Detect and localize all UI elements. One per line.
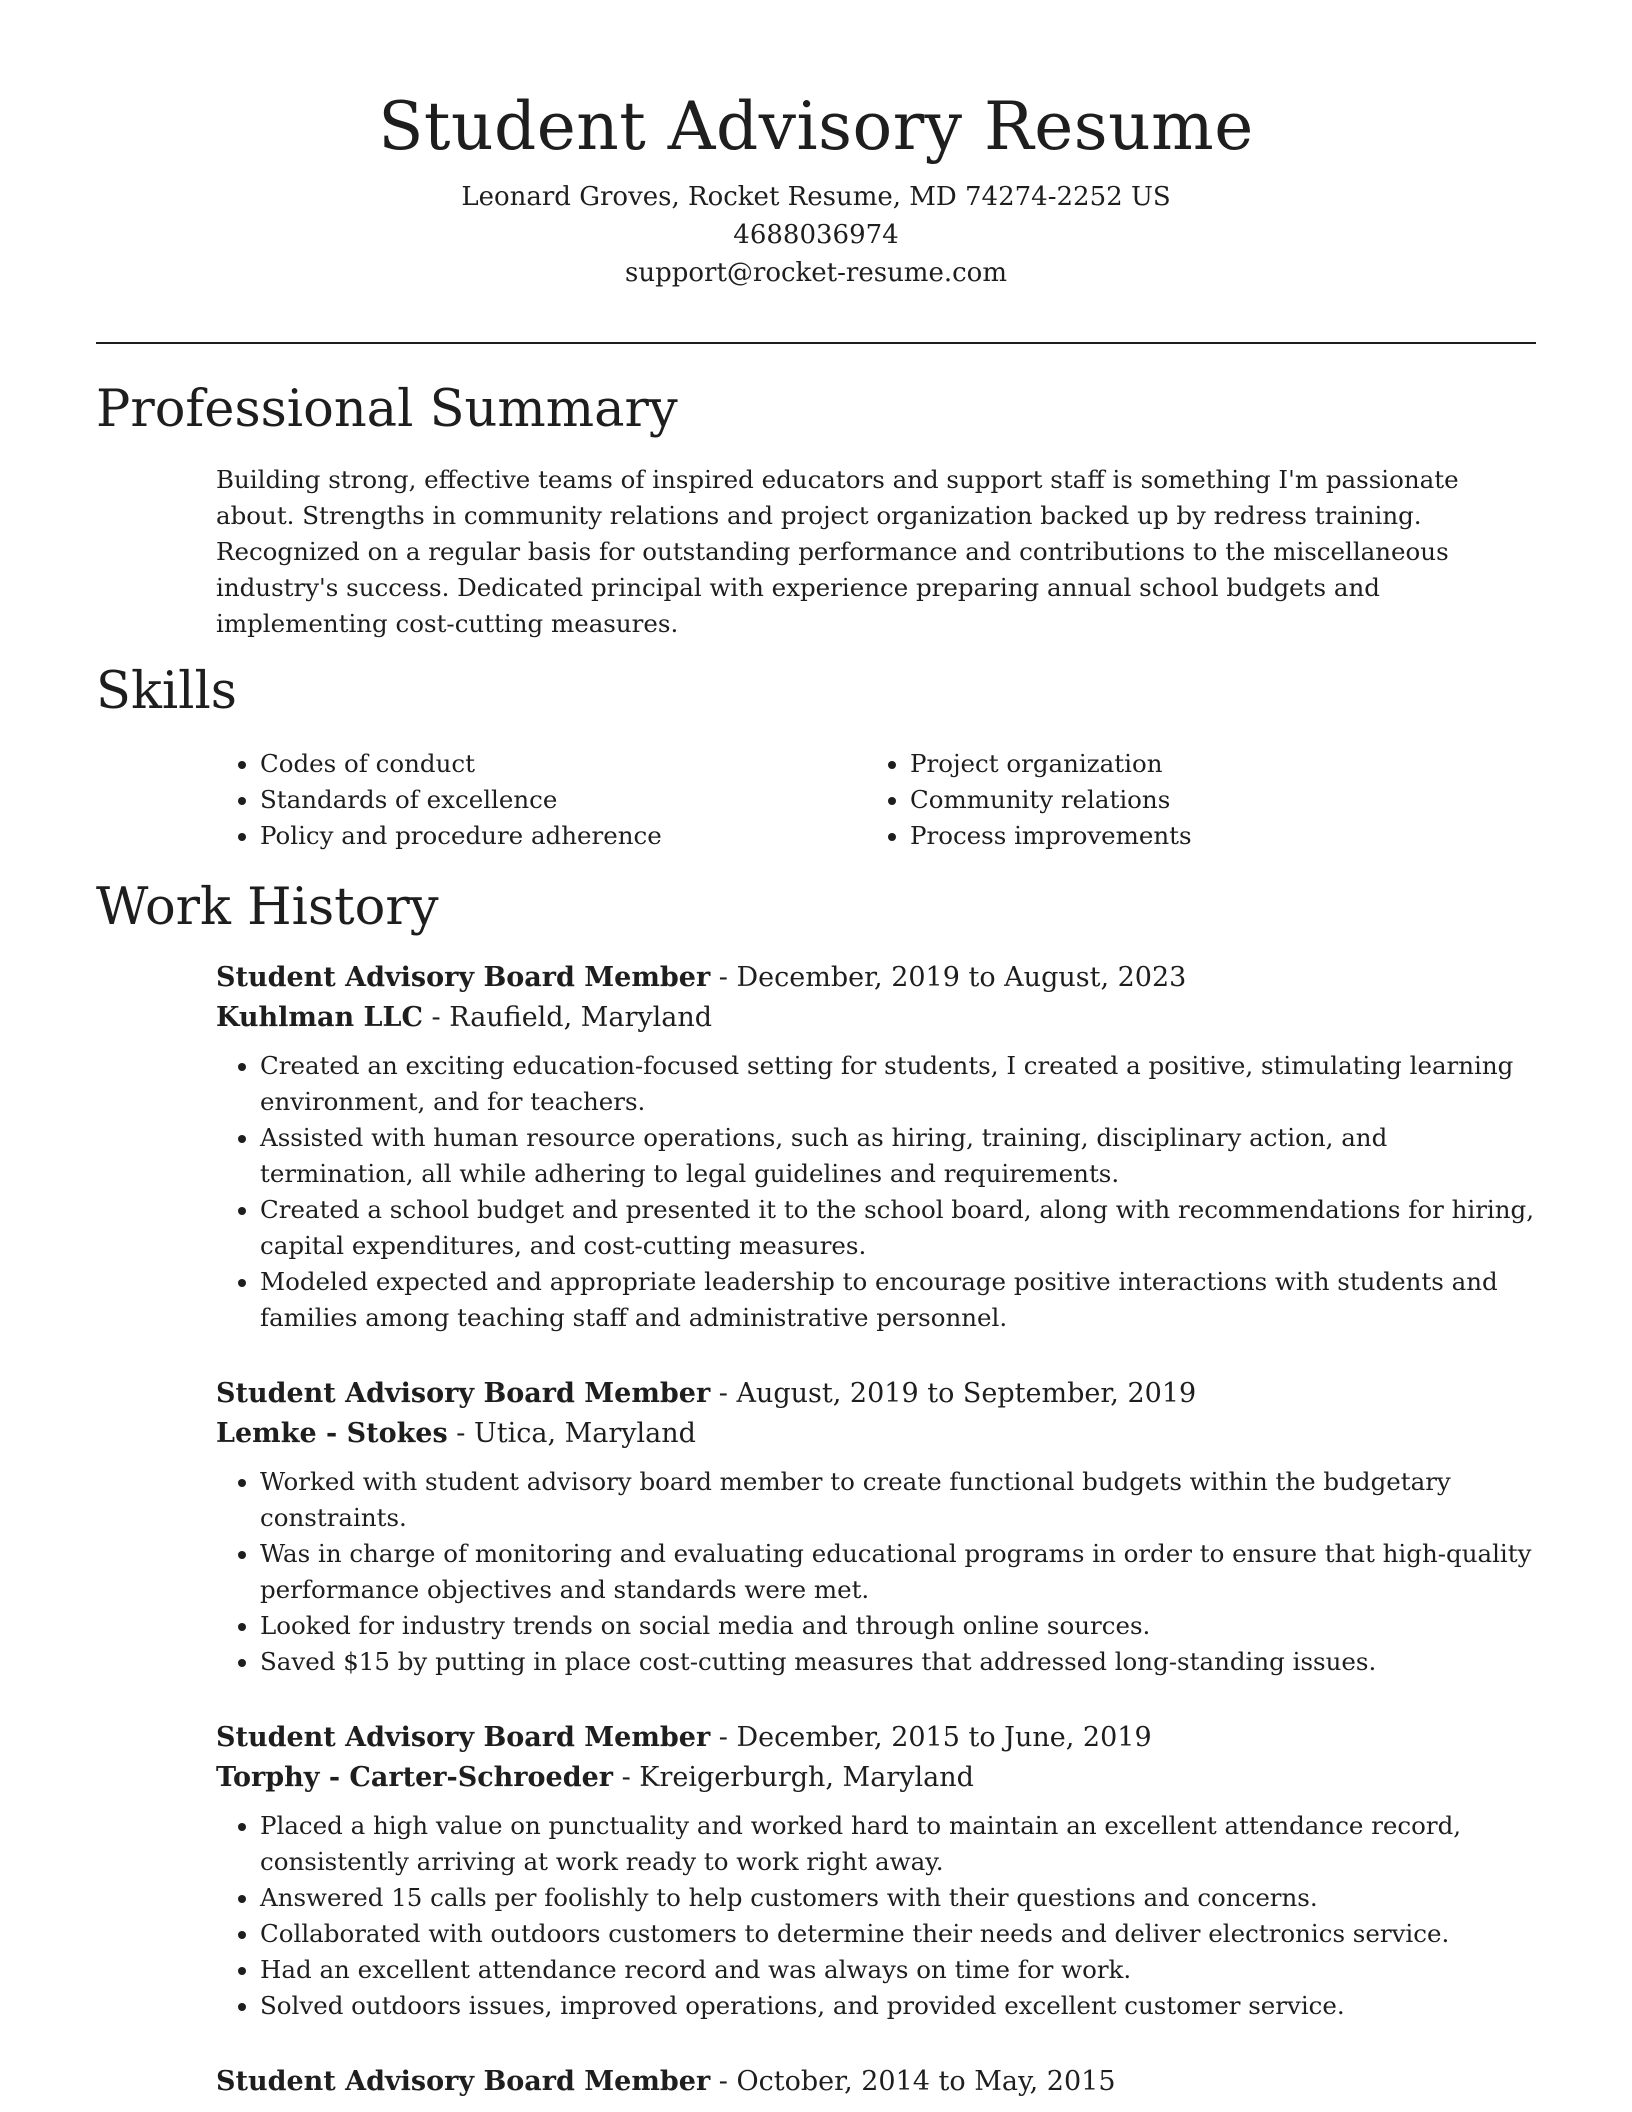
job-dates: December, 2015 to June, 2019 — [736, 1722, 1152, 1753]
separator: - — [710, 2066, 737, 2097]
summary-text: Building strong, effective teams of inspired educators and support staff is something I'm passionate about. Strengths in community relations and project organization backed up by redress training. Recognized on a regular basis for outstanding performance and contributions to the miscellaneous industry's success. Dedicated principal with experience preparing annual school budgets and implementing cost-cutting measures. — [216, 465, 1459, 638]
job-company-line — [216, 998, 1536, 1038]
separator: - — [422, 1002, 450, 1033]
job-title-line — [216, 1718, 1536, 1758]
job-dates: October, 2014 to May, 2015 — [736, 2066, 1116, 2097]
skill-item: • Policy and procedure adherence — [260, 818, 866, 854]
job-company-line — [216, 1758, 1536, 1798]
job-bullet: • Created a school budget and presented it to the school board, along with recommendations for hiring, capital expenditures, and cost-cutting measures. — [260, 1192, 1536, 1264]
job-bullet: • Looked for industry trends on social media and through online sources. — [260, 1608, 1536, 1644]
skill-item: • Project organization — [910, 746, 1516, 782]
contact-block — [0, 178, 1632, 292]
job-dates: August, 2019 to September, 2019 — [736, 1378, 1197, 1409]
job-company: Torphy - Carter-Schroeder — [216, 1762, 613, 1793]
job-bullet: • Saved $15 by putting in place cost-cutting measures that addressed long-standing issues. — [260, 1644, 1536, 1680]
separator: - — [710, 1722, 737, 1753]
contact-address: Leonard Groves, Rocket Resume, MD 74274-2252 US — [461, 182, 1171, 212]
skills-column-right — [866, 746, 1516, 854]
job-bullets — [216, 1464, 1536, 1680]
job-entry — [216, 958, 1536, 1336]
job-location: Utica, Maryland — [474, 1418, 696, 1449]
job-location: Raufield, Maryland — [449, 1002, 713, 1033]
contact-phone: 4688036974 — [733, 220, 899, 250]
job-title: Student Advisory Board Member — [216, 2066, 711, 2097]
job-title-line — [216, 1374, 1536, 1414]
job-title-line — [216, 2062, 1536, 2102]
skill-item: • Standards of excellence — [260, 782, 866, 818]
skill-item: • Codes of conduct — [260, 746, 866, 782]
summary-heading: Professional Summary — [96, 380, 678, 439]
job-bullet: • Answered 15 calls per foolishly to help customers with their questions and concerns. — [260, 1880, 1536, 1916]
separator: - — [710, 1378, 737, 1409]
job-bullet: • Collaborated with outdoors customers to determine their needs and deliver electronics service. — [260, 1916, 1536, 1952]
job-bullet: • Created an exciting education-focused setting for students, I created a positive, stimulating learning environment, and for teachers. — [260, 1048, 1536, 1120]
job-title: Student Advisory Board Member — [216, 1722, 711, 1753]
job-company-line — [216, 1414, 1536, 1454]
job-bullets — [216, 1048, 1536, 1336]
job-bullet: • Modeled expected and appropriate leadership to encourage positive interactions with students and families among teaching staff and administrative personnel. — [260, 1264, 1536, 1336]
job-title: Student Advisory Board Member — [216, 962, 711, 993]
job-bullets — [216, 1808, 1536, 2024]
contact-email: support@rocket-resume.com — [624, 258, 1007, 288]
skills-list — [216, 746, 1536, 854]
job-bullet: • Solved outdoors issues, improved operations, and provided excellent customer service. — [260, 1988, 1536, 2024]
skill-item: • Process improvements — [910, 818, 1516, 854]
job-entry — [216, 2062, 1536, 2102]
skill-item: • Community relations — [910, 782, 1516, 818]
job-company: Kuhlman LLC — [216, 1002, 423, 1033]
skills-column-left — [216, 746, 866, 854]
job-entry — [216, 1718, 1536, 2024]
job-title: Student Advisory Board Member — [216, 1378, 711, 1409]
separator: - — [447, 1418, 474, 1449]
job-dates: December, 2019 to August, 2023 — [736, 962, 1187, 993]
job-entry — [216, 1374, 1536, 1680]
job-bullet: • Was in charge of monitoring and evaluating educational programs in order to ensure that high-quality performance objectives and standards were met. — [260, 1536, 1536, 1608]
header-divider — [96, 342, 1536, 344]
job-bullet: • Assisted with human resource operations, such as hiring, training, disciplinary action, and termination, all while adhering to legal guidelines and requirements. — [260, 1120, 1536, 1192]
resume-title: Student Advisory Resume — [378, 88, 1254, 165]
work-history-heading: Work History — [96, 878, 439, 937]
skills-heading: Skills — [96, 662, 237, 721]
job-bullet: • Worked with student advisory board member to create functional budgets within the budgetary constraints. — [260, 1464, 1536, 1536]
resume-header — [0, 0, 1632, 292]
job-company: Lemke - Stokes — [216, 1418, 448, 1449]
job-location: Kreigerburgh, Maryland — [639, 1762, 974, 1793]
separator: - — [612, 1762, 640, 1793]
job-title-line — [216, 958, 1536, 998]
separator: - — [710, 962, 737, 993]
job-bullet: • Had an excellent attendance record and was always on time for work. — [260, 1952, 1536, 1988]
job-bullet: • Placed a high value on punctuality and worked hard to maintain an excellent attendance record, consistently arriving at work ready to work right away. — [260, 1808, 1536, 1880]
